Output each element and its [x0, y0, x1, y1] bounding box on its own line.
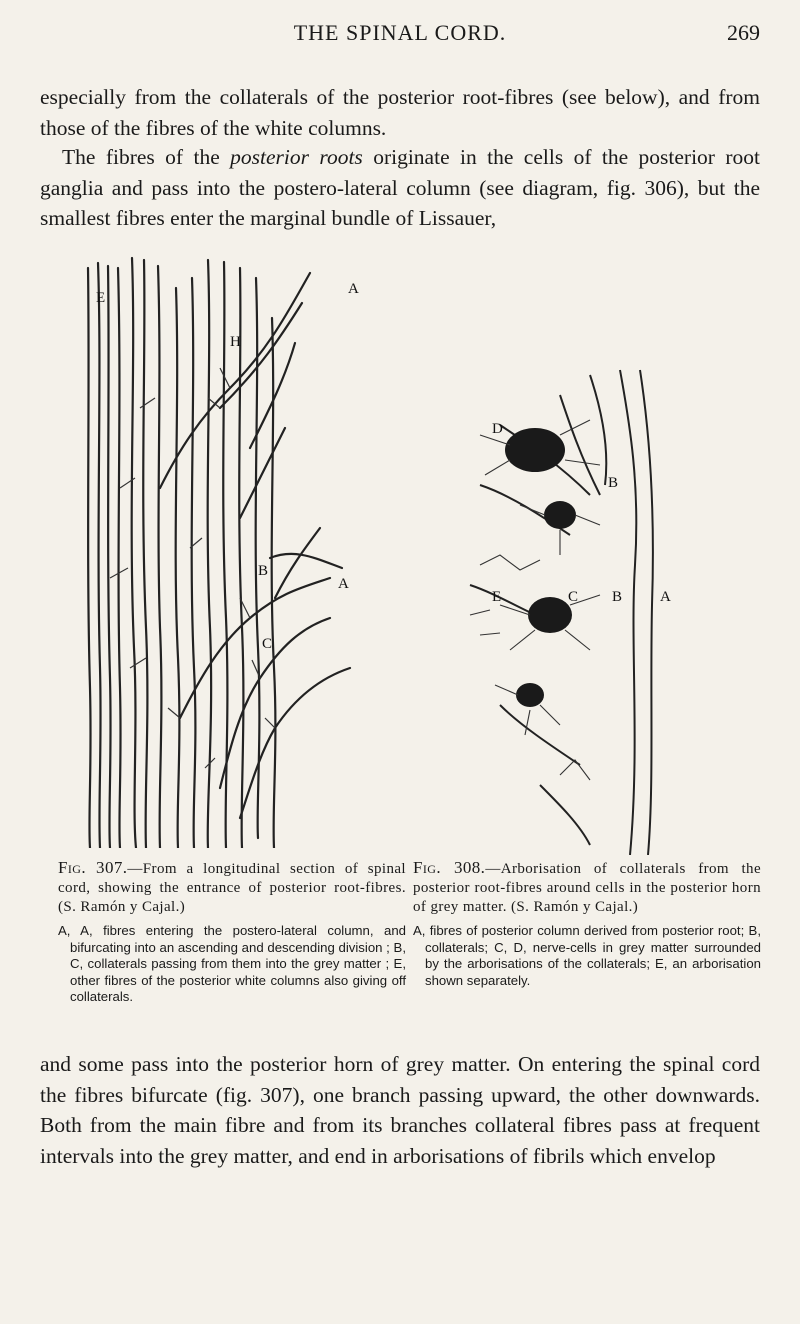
fig308-label-a: A	[660, 589, 671, 605]
page-number: 269	[727, 20, 760, 45]
fig307-legend: A, A, fibres entering the postero-lateral column, and bifurcating into an ascending and descending division ; B, C, collaterals passing from them into the grey matter ; E, other fibres of the posterior white columns also giving off collaterals.	[58, 923, 406, 1004]
fig308-title-text: —Arborisation of collaterals from the posterior root-fibres around cells in the posterior horn of grey matter. (S. Ramón y Cajal.)	[413, 861, 761, 915]
running-title: THE SPINAL CORD.	[293, 20, 507, 45]
paragraph-text-start: The fibres of the	[62, 145, 231, 169]
fig307-label-b: B	[258, 563, 269, 579]
paragraph-posterior-roots	[40, 142, 760, 234]
fig307-label-e: E	[96, 290, 106, 306]
fig307-label-a-top: A	[348, 281, 359, 297]
paragraph-continuation: especially from the collaterals of the posterior root-fibres (see below), and from those of the fibres of the white columns.	[40, 85, 760, 140]
fig308-label-c: C	[568, 589, 579, 605]
fig307-label-c: C	[262, 636, 273, 652]
paragraph-bifurcation: and some pass into the posterior horn of grey matter. On entering the spinal cord the fibres bifurcate (fig. 307), one branch passing upward, the other downwards. Both from the main fibre and from its branches collateral fibres pass at frequent intervals into the grey matter, and end in arborisations of fibrils which envelop	[40, 1052, 760, 1168]
running-head	[40, 16, 760, 56]
fig307-title-text: —From a longitudinal section of spinal cord, showing the entrance of posterior root-fibres. (S. Ramón y Cajal.)	[58, 861, 407, 915]
fig308-label-e: E	[492, 589, 502, 605]
figure-307-illustration	[80, 248, 380, 848]
fig307-caption-title	[58, 858, 406, 917]
paragraph-text-end: originate in the cells of the posterior root ganglia and pass into the postero-lateral column (see diagram, fig. 306), but the smallest fibres enter the marginal bundle of Lissauer,	[40, 145, 760, 230]
figure-307-caption	[58, 858, 406, 1006]
figure-308-illustration	[440, 365, 710, 855]
fig308-label-b-top: B	[608, 475, 619, 491]
paragraph-italic-term: posterior roots	[230, 145, 363, 169]
fig308-label-d: D	[492, 421, 503, 437]
fig307-label-a-mid: A	[338, 576, 349, 592]
fig307-label-h: H	[230, 334, 241, 350]
figure-307-drawing	[80, 248, 380, 848]
fig308-label: Fig. 308.	[413, 858, 486, 877]
fig308-legend: A, fibres of posterior column derived from posterior root; B, collaterals; C, D, nerve-cells in grey matter surrounded by the arborisations of the collaterals; E, an arborisation shown separately.	[413, 923, 761, 988]
fig308-label-b-mid: B	[612, 589, 623, 605]
figure-308-drawing	[440, 365, 710, 855]
fig307-label: Fig. 307.	[58, 858, 128, 877]
figure-308-caption	[413, 858, 761, 989]
fig308-caption-title	[413, 858, 761, 917]
